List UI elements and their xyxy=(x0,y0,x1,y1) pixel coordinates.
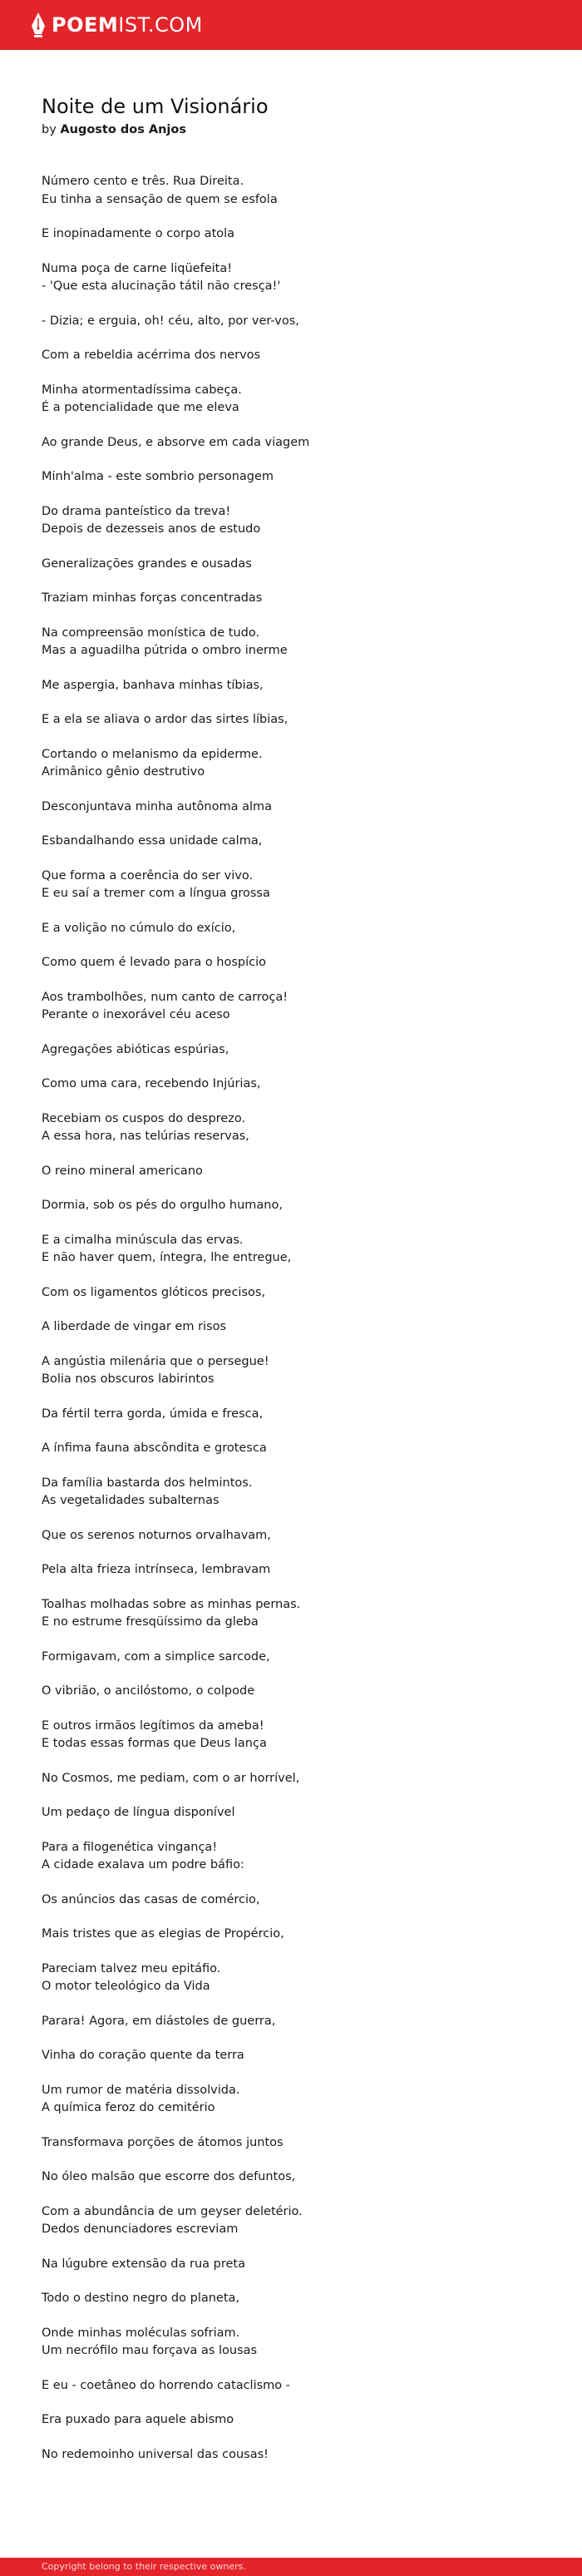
poem-line: Que forma a coerência do ser vivo. xyxy=(42,868,254,883)
poem-line: O reino mineral americano xyxy=(42,1164,203,1178)
poem-stanza xyxy=(42,1163,549,1181)
poem-line: Um rumor de matéria dissolvida. xyxy=(42,2083,240,2097)
poem-stanza xyxy=(42,1683,549,1701)
poem-stanza xyxy=(42,1804,549,1822)
poem-line: E a cimalha minúscula das ervas. xyxy=(42,1233,244,1247)
poem-stanza xyxy=(42,434,549,452)
poem-line: E inopinadamente o corpo atola xyxy=(42,227,235,240)
poem-line: O vibrião, o ancilóstomo, o colpode xyxy=(42,1684,255,1698)
poem-stanza xyxy=(42,382,549,418)
poem-line: Era puxado para aquele abismo xyxy=(42,2413,234,2426)
poem-line: Transformava porções de átomos juntos xyxy=(42,2135,284,2149)
poem-line: E a volição no cúmulo do exício, xyxy=(42,921,236,935)
poem-stanza xyxy=(42,2377,549,2396)
poem-stanza xyxy=(42,1926,549,1944)
poem-stanza xyxy=(42,2134,549,2153)
poem-line: - 'Que esta alucinação tátil não cresça!' xyxy=(42,279,281,293)
poem-line: Agregações abióticas espúrias, xyxy=(42,1042,229,1056)
poem-stanza xyxy=(42,2047,549,2065)
poem-stanza xyxy=(42,1891,549,1910)
poem-stanza xyxy=(42,746,549,782)
poem-line: Numa poça de carne liqüefeita! xyxy=(42,261,233,275)
poem-stanza xyxy=(42,1041,549,1060)
poem-line: Com a rebeldia acérrima dos nervos xyxy=(42,349,261,362)
poem-line: Eu tinha a sensação de quem se esfola xyxy=(42,192,278,206)
poem-line: Com os ligamentos glóticos precisos, xyxy=(42,1285,266,1299)
poem-title: Noite de um Visionário xyxy=(42,95,269,118)
poem-line: Ao grande Deus, e absorve em cada viagem xyxy=(42,435,310,449)
poem-stanza xyxy=(42,1596,549,1632)
poem-line: E todas essas formas que Deus lança xyxy=(42,1737,267,1750)
poem-line: Como uma cara, recebendo Injúrias, xyxy=(42,1077,261,1090)
site-header xyxy=(0,0,582,50)
poem-stanza xyxy=(42,2411,549,2430)
poem-stanza xyxy=(42,711,549,729)
poem-line: A angústia milenária que o persegue! xyxy=(42,1354,269,1368)
poem-line: A liberdade de vingar em risos xyxy=(42,1320,227,1333)
poem-stanza xyxy=(42,225,549,244)
poem-line: Para a filogenética vingança! xyxy=(42,1840,218,1854)
poem-line: E a ela se aliava o ardor das sirtes líbias, xyxy=(42,713,289,726)
poem-line: Onde minhas moléculas sofriam. xyxy=(42,2326,240,2340)
poem-stanza xyxy=(42,1960,549,1996)
poem-line: Perante o inexorável céu aceso xyxy=(42,1008,230,1021)
poem-line: Como quem é levado para o hospício xyxy=(42,956,267,969)
poem-line: Mais tristes que as elegias de Propércio, xyxy=(42,1927,284,1941)
poem-line: E eu - coetâneo do horrendo cataclismo - xyxy=(42,2378,290,2392)
poem-line: Toalhas molhadas sobre as minhas pernas. xyxy=(42,1597,301,1611)
site-logo[interactable] xyxy=(30,12,203,38)
poem-line: Dedos denunciadores escreviam xyxy=(42,2222,239,2236)
poem-stanza xyxy=(42,989,549,1025)
poem-stanza xyxy=(42,920,549,938)
poem-stanza xyxy=(42,2290,549,2308)
poem-line: Generalizações grandes e ousadas xyxy=(42,556,252,571)
poem-stanza xyxy=(42,1475,549,1510)
poem-line: No redemoinho universal das cousas! xyxy=(42,2447,269,2461)
poem-line: E não haver quem, íntegra, lhe entregue, xyxy=(42,1251,292,1264)
poem-line: A ínfima fauna abscôndita e grotesca xyxy=(42,1441,267,1455)
poem-line: E eu saí a tremer com a língua grossa xyxy=(42,887,270,900)
poem-line: No óleo malsão que escorre dos defuntos, xyxy=(42,2170,296,2183)
site-footer xyxy=(0,2558,582,2576)
poem-line: Número cento e três. Rua Direita. xyxy=(42,175,244,188)
pen-nib-icon xyxy=(30,12,47,38)
poem-stanza xyxy=(42,1110,549,1146)
poem-line: Formigavam, com a simplice sarcode, xyxy=(42,1649,270,1664)
poem-line: Cortando o melanismo da epiderme. xyxy=(42,747,263,761)
poem-stanza xyxy=(42,1232,549,1268)
poem-container xyxy=(42,93,549,2480)
poem-stanza xyxy=(42,1440,549,1458)
poem-stanza xyxy=(42,468,549,487)
poem-line: Na compreensão monística de tudo. xyxy=(42,625,260,640)
poem-line: Parara! Agora, em diástoles de guerra, xyxy=(42,2014,276,2028)
poem-stanza xyxy=(42,1770,549,1788)
poem-stanza xyxy=(42,173,549,209)
poem-line: Todo o destino negro do planeta, xyxy=(42,2292,240,2305)
footer-copyright: Copyright belong to their respective owners. xyxy=(42,2561,246,2572)
poem-line: - Dizia; e erguia, oh! céu, alto, por ver-vos, xyxy=(42,314,299,328)
poem-stanza xyxy=(42,260,549,296)
poem-line: E no estrume fresqüíssimo da gleba xyxy=(42,1615,259,1629)
poem-line: Minha atormentadíssima cabeça. xyxy=(42,383,242,397)
poem-line: A cidade exalava um podre báfio: xyxy=(42,1858,244,1871)
poem-stanza xyxy=(42,347,549,365)
poem-byline xyxy=(42,121,549,138)
poem-stanza xyxy=(42,954,549,972)
logo-wordmark: POEMIST.COM xyxy=(52,13,203,37)
poem-line: Me aspergia, banhava minhas tíbias, xyxy=(42,678,264,692)
poem-line: Com a abundância de um geyser deletério. xyxy=(42,2204,303,2218)
poem-stanza xyxy=(42,677,549,695)
poem-line: E outros irmãos legítimos da ameba! xyxy=(42,1718,264,1733)
poem-line: Pareciam talvez meu epitáfio. xyxy=(42,1961,221,1975)
poem-line: É a potencialidade que me eleva xyxy=(42,401,239,414)
poem-line: Mas a aguadilha pútrida o ombro inerme xyxy=(42,644,288,657)
poem-line: Um pedaço de língua disponível xyxy=(42,1806,235,1819)
poem-line: As vegetalidades subalternas xyxy=(42,1494,219,1507)
poem-line: Os anúncios das casas de comércio, xyxy=(42,1892,260,1906)
poem-line: Arimânico gênio destrutivo xyxy=(42,765,205,779)
poem-stanza xyxy=(42,625,549,660)
poem-line: Da família bastarda dos helmintos. xyxy=(42,1476,253,1490)
poem-stanza xyxy=(42,2013,549,2031)
poem-line: Esbandalhando essa unidade calma, xyxy=(42,834,263,848)
poem-stanza xyxy=(42,1718,549,1753)
poem-stanza xyxy=(42,1284,549,1303)
poem-line: O motor teleológico da Vida xyxy=(42,1980,210,1993)
poem-stanza xyxy=(42,868,549,903)
poem-line: Um necrófilo mau forçava as lousas xyxy=(42,2344,258,2357)
poem-line: Minh'alma - este sombrio personagem xyxy=(42,470,274,483)
poem-stanza xyxy=(42,833,549,851)
poem-line: Na lúgubre extensão da rua preta xyxy=(42,2257,245,2271)
poem-line: Bolia nos obscuros labirintos xyxy=(42,1372,215,1386)
poem-stanza xyxy=(42,2082,549,2118)
poem-line: Desconjuntava minha autônoma alma xyxy=(42,799,272,813)
poem-body xyxy=(42,173,549,2464)
poem-line: Do drama panteístico da treva! xyxy=(42,504,231,518)
poem-stanza xyxy=(42,1561,549,1580)
poem-stanza xyxy=(42,2256,549,2274)
poem-stanza xyxy=(42,1527,549,1545)
poem-line: A essa hora, nas telúrias reservas, xyxy=(42,1130,249,1143)
poem-line: Depois de dezesseis anos de estudo xyxy=(42,522,261,536)
poem-line: No Cosmos, me pediam, com o ar horrível, xyxy=(42,1771,300,1785)
poem-line: A química feroz do cemitério xyxy=(42,2101,215,2114)
poem-stanza xyxy=(42,1075,549,1094)
poem-line: Dormia, sob os pés do orgulho humano, xyxy=(42,1199,283,1212)
poem-line: Que os serenos noturnos orvalhavam, xyxy=(42,1528,271,1542)
poem-stanza xyxy=(42,1353,549,1389)
poem-line: Vinha do coração quente da terra xyxy=(42,2049,244,2062)
poem-stanza xyxy=(42,2203,549,2239)
poem-author[interactable]: Augosto dos Anjos xyxy=(60,123,186,136)
poem-stanza xyxy=(42,2168,549,2187)
poem-stanza xyxy=(42,590,549,608)
poem-line: Traziam minhas forças concentradas xyxy=(42,591,263,605)
poem-stanza xyxy=(42,2446,549,2465)
poem-stanza xyxy=(42,2325,549,2361)
poem-stanza xyxy=(42,313,549,331)
poem-line: Aos trambolhões, num canto de carroça! xyxy=(42,990,289,1004)
byline-prefix: by xyxy=(42,123,57,136)
poem-stanza xyxy=(42,503,549,539)
poem-stanza xyxy=(42,799,549,817)
poem-stanza xyxy=(42,1197,549,1215)
poem-stanza xyxy=(42,1649,549,1667)
poem-stanza xyxy=(42,1839,549,1875)
poem-line: Pela alta frieza intrínseca, lembravam xyxy=(42,1563,271,1576)
poem-line: Recebiam os cuspos do desprezo. xyxy=(42,1111,246,1125)
poem-stanza xyxy=(42,1406,549,1424)
poem-stanza xyxy=(42,1318,549,1337)
poem-stanza xyxy=(42,556,549,574)
poem-line: Da fértil terra gorda, úmida e fresca, xyxy=(42,1407,264,1421)
